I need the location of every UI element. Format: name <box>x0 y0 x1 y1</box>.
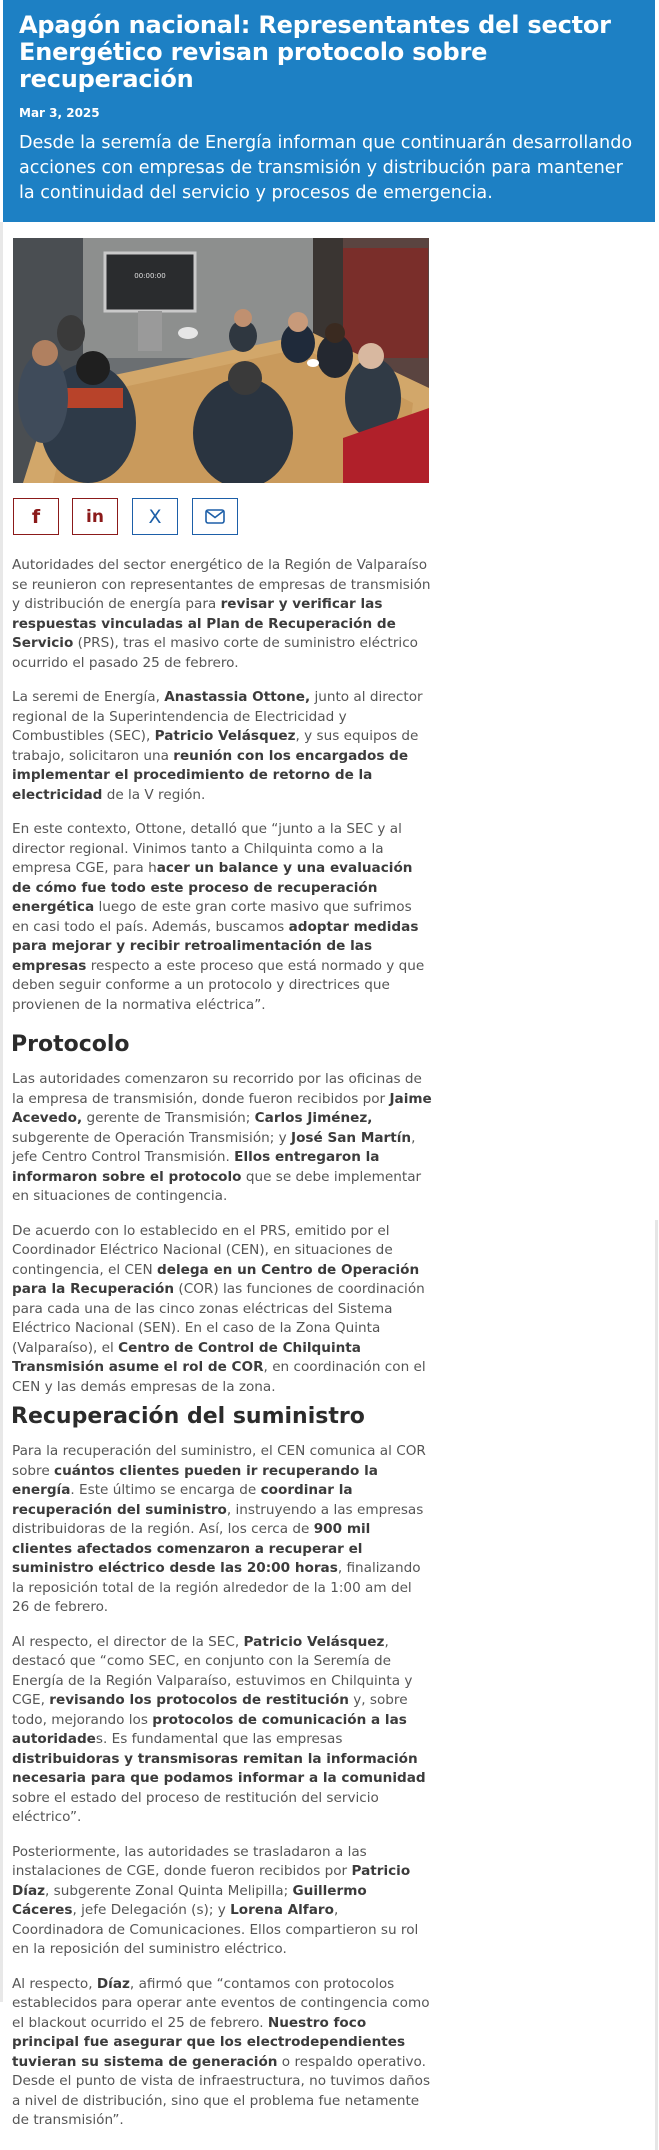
meeting-photo-illustration <box>13 238 429 483</box>
facebook-icon: f <box>31 505 41 528</box>
article-body-recuperacion <box>12 1442 432 2146</box>
section-heading-protocolo: Protocolo <box>11 1032 130 1057</box>
article-title: Apagón nacional: Representantes del sector Energético revisan protocolo sobre recuperación <box>19 11 611 93</box>
share-x-button[interactable] <box>132 498 178 535</box>
article-paragraph: En este contexto, Ottone, detalló que “junto a la SEC y al director regional. Vinimos tanto a Chilquinta como a la empresa CGE, para hacer un balance y una evaluación de cómo fue todo este proceso de recuperación energética luego de este gran corte masivo que sufrimos en casi todo el país. Además, buscamos adoptar medidas para mejorar y recibir retroalimentación de las empresas respecto a este proceso que está normado y que deben seguir conforme a un protocolo y directrices que provienen de la normativa eléctrica”. <box>12 821 425 1013</box>
article-photo <box>13 238 429 483</box>
share-linkedin-button[interactable] <box>72 498 118 535</box>
article-body-protocolo <box>12 1070 432 1412</box>
article-header <box>3 0 655 222</box>
share-facebook-button[interactable] <box>13 498 59 535</box>
screen-clock: 00:00:00 <box>134 272 166 280</box>
left-divider <box>0 222 3 2002</box>
article-lead: Desde la seremía de Energía informan que continuarán desarrollando acciones con empresas de transmisión y distribución para mantener la continuidad del servicio y procesos de emergencia. <box>19 133 633 203</box>
share-email-button[interactable] <box>192 498 238 535</box>
article-paragraph: Al respecto, Díaz, afirmó que “contamos con protocolos establecidos para operar ante eventos de contingencia como el blackout ocurrido el 25 de febrero. Nuestro foco principal fue asegurar que los electrodependientes tuvieran su sistema de generación o respaldo operativo. Desde el punto de vista de infraestructura, no tuvimos daños a nivel de distribución, sino que el problema fue netamente de transmisión”. <box>12 1975 431 2128</box>
right-divider <box>655 1220 658 2150</box>
article-paragraph: Autoridades del sector energético de la Región de Valparaíso se reunieron con representantes de empresas de transmisión y distribución de energía para revisar y verificar las respuestas vinculadas al Plan de Recuperación de Servicio (PRS), tras el masivo corte de suministro eléctrico ocurrido el pasado 25 de febrero. <box>12 557 431 671</box>
article-paragraph: Las autoridades comenzaron su recorrido por las oficinas de la empresa de transmisión, donde fueron recibidos por Jaime Acevedo, gerente de Transmisión; Carlos Jiménez, subgerente de Operación Transmisión; y José San Martín, jefe Centro Control Transmisión. Ellos entregaron la informaron sobre el protocolo que se debe implementar en situaciones de contingencia. <box>12 1071 432 1204</box>
linkedin-icon: in <box>86 506 104 527</box>
article-paragraph: Posteriormente, las autoridades se trasladaron a las instalaciones de CGE, donde fueron recibidos por Patricio Díaz, subgerente Zonal Quinta Melipilla; Guillermo Cáceres, jefe Delegación (s); y Lorena Alfaro, Coordinadora de Comunicaciones. Ellos compartieron su rol en la reposición del suministro eléctrico. <box>12 1843 419 1957</box>
article-paragraph: Al respecto, el director de la SEC, Patricio Velásquez, destacó que “como SEC, en conjunto con la Seremía de Energía de la Región Valparaíso, estuvimos en Chilquinta y CGE, revisando los protocolos de restitución y, sobre todo, mejorando los protocolos de comunicación a las autoridades. Es fundamental que las empresas distribuidoras y transmisoras remitan la información necesaria para que podamos informar a la comunidad sobre el estado del proceso de restitución del servicio eléctrico”. <box>12 1633 426 1825</box>
article-paragraph: Para la recuperación del suministro, el CEN comunica al COR sobre cuántos clientes pueden ir recuperando la energía. Este último se encarga de coordinar la recuperación del suministro, instruyendo a las empresas distribuidoras de la región. Así, los cerca de 900 mil clientes afectados comenzaron a recuperar el suministro eléctrico desde las 20:00 horas, finalizando la reposición total de la región alrededor de la 1:00 am del 26 de febrero. <box>12 1443 426 1615</box>
article-paragraph: De acuerdo con lo establecido en el PRS, emitido por el Coordinador Eléctrico Nacional (CEN), en situaciones de contingencia, el CEN delega en un Centro de Operación para la Recuperación (COR) las funciones de coordinación para cada una de las cinco zonas eléctricas del Sistema Eléctrico Nacional (SEN). En el caso de la Zona Quinta (Valparaíso), el Centro de Control de Chilquinta Transmisión asume el rol de COR, en coordinación con el CEN y las demás empresas de la zona. <box>12 1222 426 1395</box>
x-icon: X <box>148 505 162 528</box>
article-date: Mar 3, 2025 <box>19 106 100 120</box>
article-paragraph: La seremi de Energía, Anastassia Ottone, junto al director regional de la Superintendencia de Electricidad y Combustibles (SEC), Patricio Velásquez, y sus equipos de trabajo, solicitaron una reunión con los encargados de implementar el procedimiento de retorno de la electricidad de la V región. <box>12 689 423 803</box>
section-heading-recuperacion: Recuperación del suministro <box>11 1404 365 1429</box>
email-icon <box>205 509 225 524</box>
article-body-intro <box>12 556 432 1030</box>
